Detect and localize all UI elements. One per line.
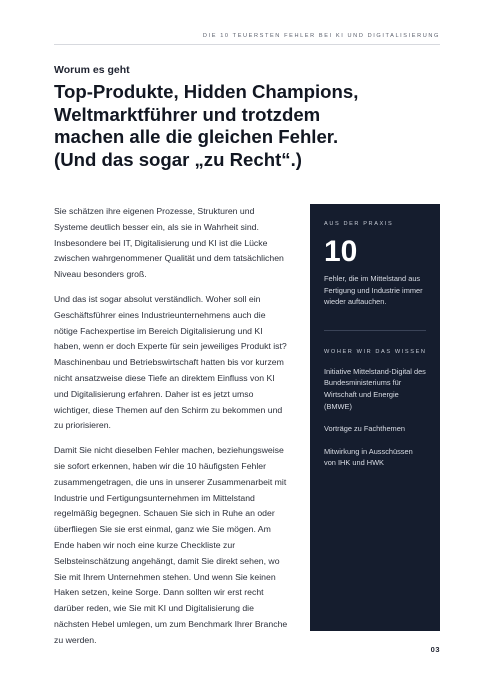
- running-header: DIE 10 TEUERSTEN FEHLER BEI KI UND DIGITALISIERUNG: [202, 33, 440, 39]
- sidebar-divider: [324, 330, 426, 331]
- big-number: 10: [324, 235, 358, 268]
- section-kicker: Worum es geht: [54, 64, 130, 76]
- body-paragraph-3: Damit Sie nicht dieselben Fehler machen, beziehungsweise sie sofort erkennen, haben wir die 10 häufigsten Fehler zusammengetragen, die uns in unserer Zusammenarbeit mit Industrie und Fertigungsunternehmen im Mittelstand regelmäßig begegnen. Schauen Sie sich in Ruhe an oder überfliegen Sie sie erst einmal, ganz wie Sie mögen. Am Ende haben wir noch eine kurze Checkliste zur Selbsteinschätzung angehängt, damit Sie direkt sehen, wo Sie mit Ihrem Unternehmen stehen. Und wenn Sie keinen Haken setzen, keine Sorge. Dann sollten wir erst recht darüber reden, wie Sie mit KI und Digitalisierung die nächsten Hebel umlegen, um zum Benchmark Ihrer Branche zu werden.: [54, 445, 288, 645]
- source-item: Mitwirkung in Ausschüssen von IHK und HWK: [324, 446, 413, 468]
- body-text: [54, 204, 290, 658]
- big-number-caption: Fehler, die im Mittelstand aus Fertigung und Industrie immer wieder auftauchen.: [324, 274, 423, 307]
- knowledge-kicker: WOHER WIR DAS WISSEN: [324, 348, 427, 355]
- source-item: Initiative Mittelstand-Digital des Bundesministeriums für Wirtschaft und Energie (BMWE): [324, 366, 426, 411]
- body-paragraph-2: Und das ist sogar absolut verständlich. Woher soll ein Geschäftsführer eines Industrieunternehmens auch die nötige Fachexpertise im Bereich Digitalisierung und KI haben, wenn er doch Experte für sein jeweiliges Produkt ist? Maschinenbau und Betriebswirtschaft hatten bis vor kurzem nicht ansatzweise diese Tiefe an direktem Einfluss von KI und Digitalisierung erfahren. Daher ist es jetzt umso wichtiger, diese Themen auf den Schirm zu bekommen und zu priorisieren.: [54, 293, 287, 431]
- header-divider: [54, 44, 440, 45]
- page-title: Top-Produkte, Hidden Champions, Weltmarktführer und trotzdem machen alle die gleichen Fehler. (Und das sogar „zu Recht“.): [54, 81, 359, 170]
- page-number: 03: [430, 645, 440, 654]
- body-paragraph-1: Sie schätzen ihre eigenen Prozesse, Strukturen und Systeme deutlich besser ein, als sie in Wahrheit sind. Insbesondere bei IT, Digitalisierung und KI ist die Lücke zwischen wahrgenommener Qualität und dem tatsächlichen Niveau besonders groß.: [54, 206, 284, 280]
- practice-sidebar: [310, 204, 440, 631]
- source-item: Vorträge zu Fachthemen: [324, 424, 405, 434]
- sources-list: [324, 366, 426, 469]
- practice-kicker: AUS DER PRAXIS: [324, 221, 394, 227]
